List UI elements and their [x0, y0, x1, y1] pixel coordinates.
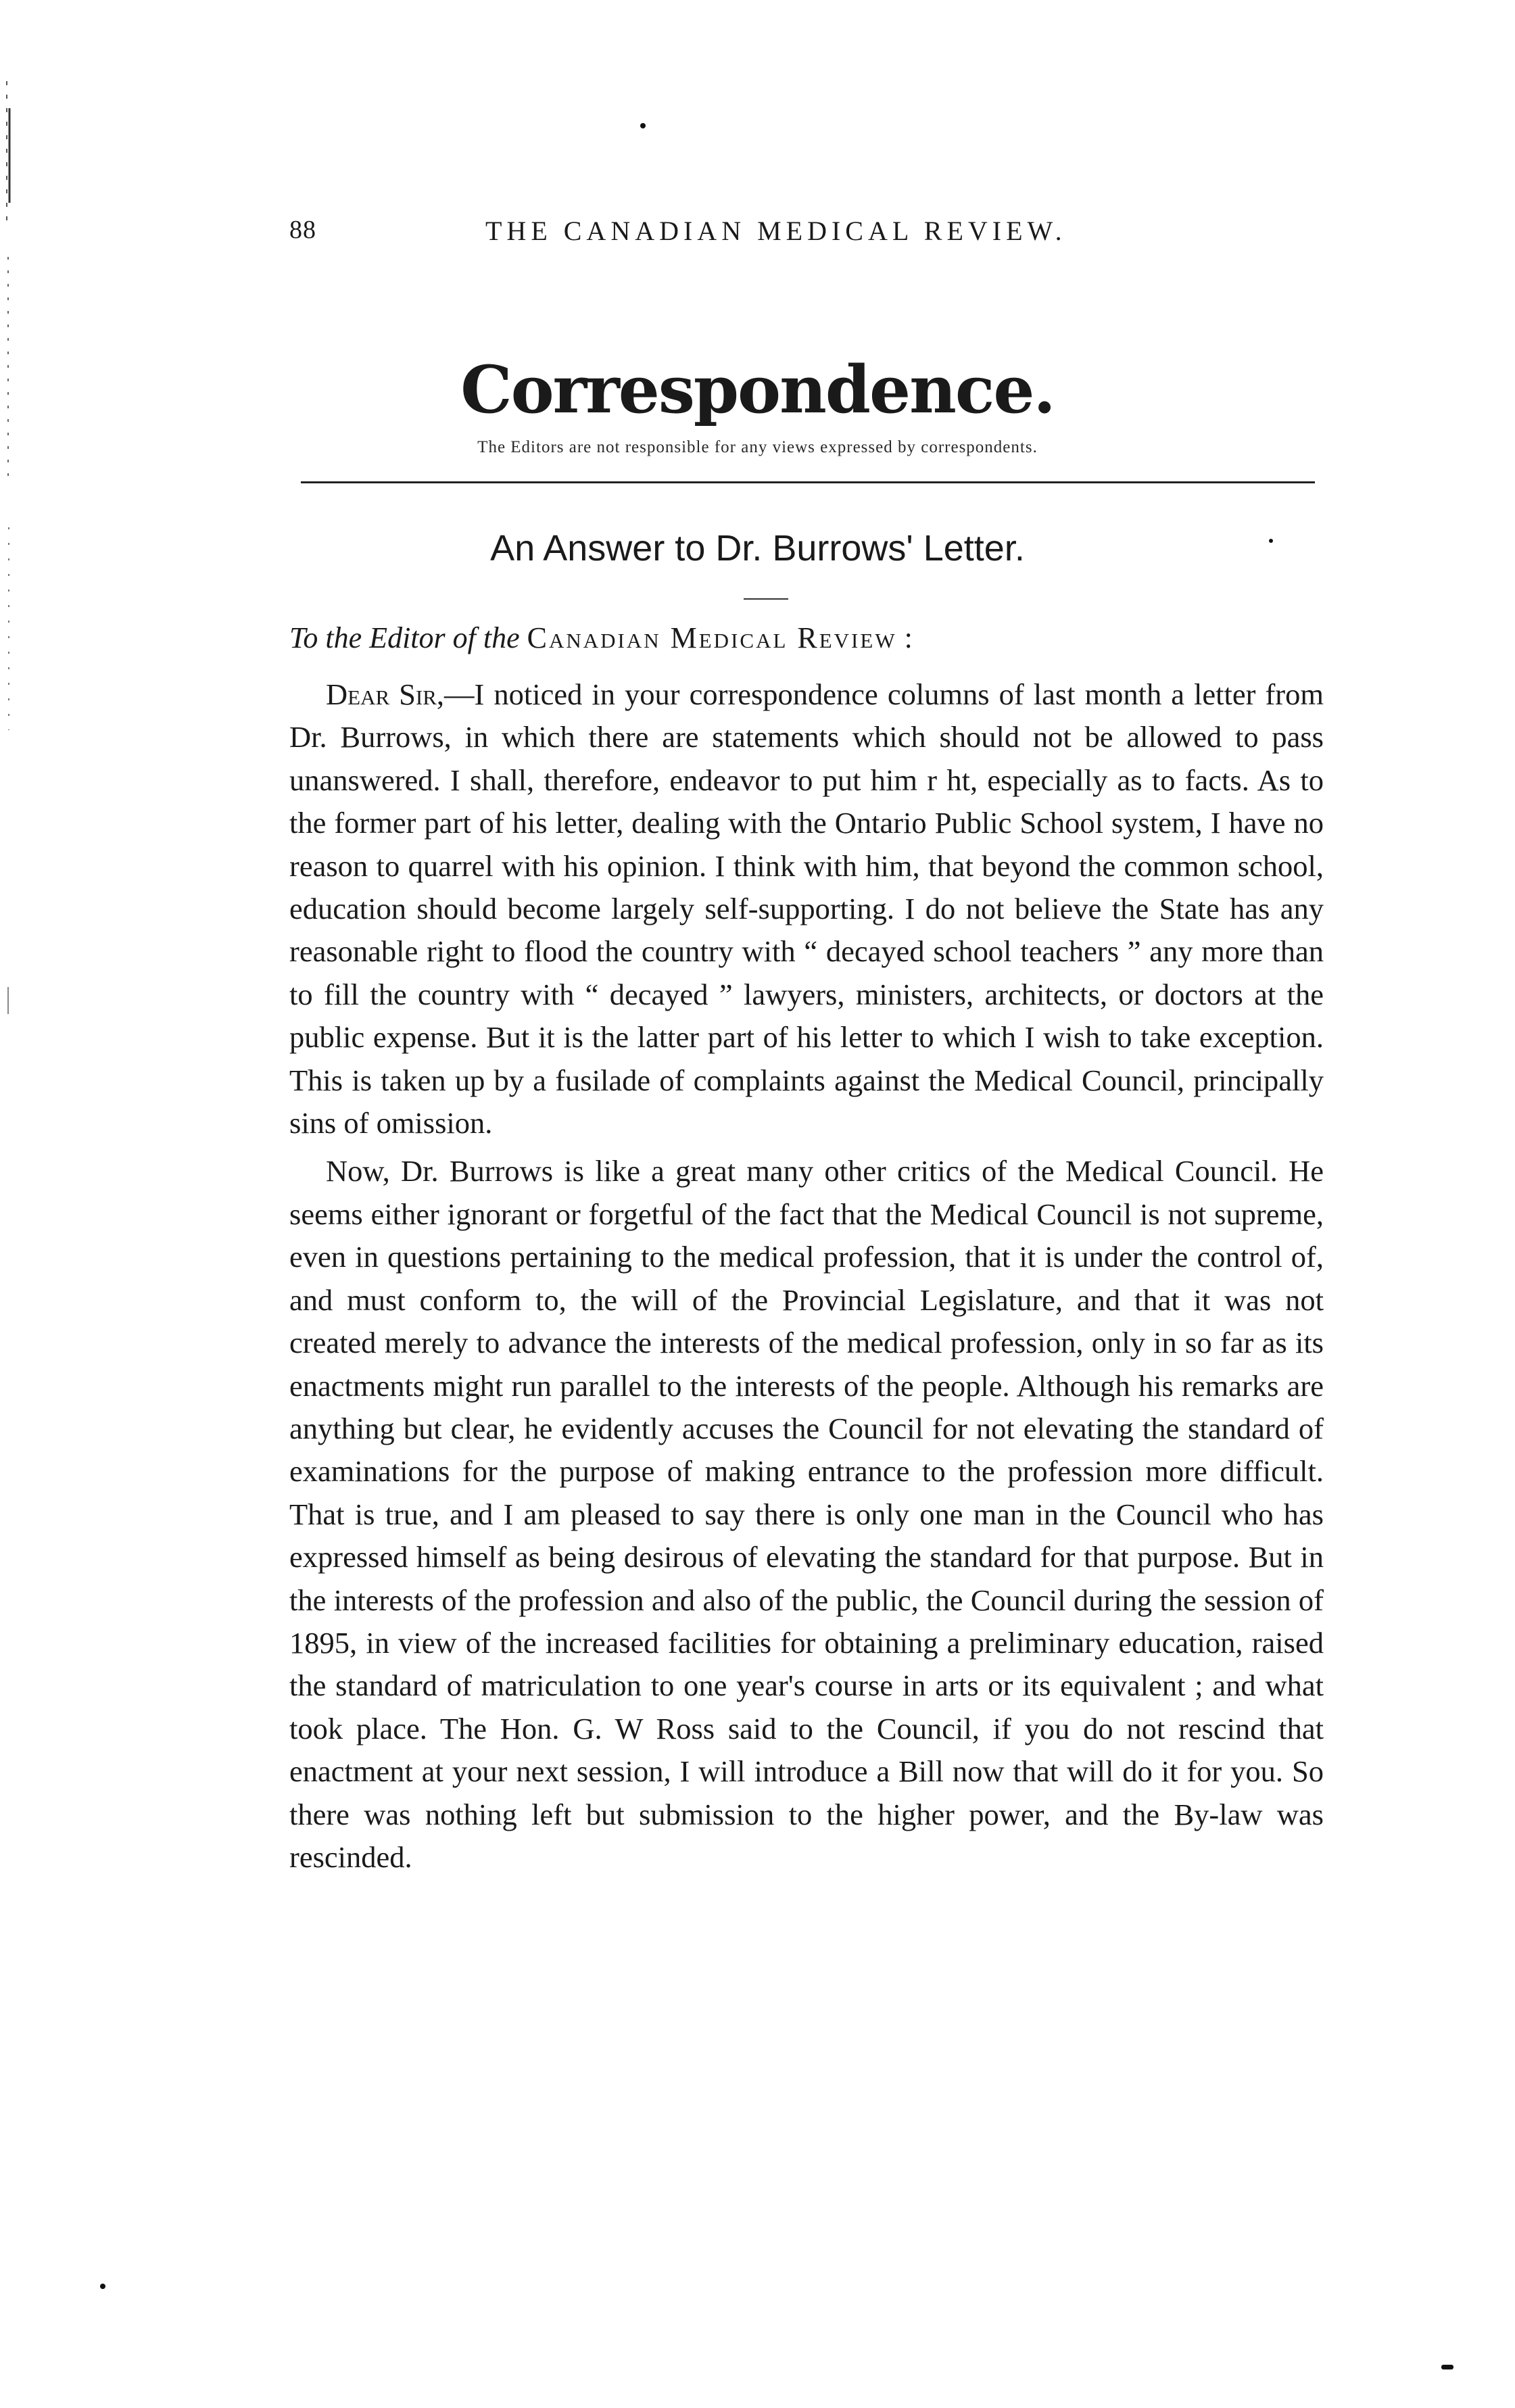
ink-speck — [1441, 2365, 1453, 2369]
paragraph-lead: Dear Sir, — [326, 677, 445, 711]
letter-body — [289, 673, 1324, 1879]
salutation-addressee: To the Editor of the — [289, 621, 520, 654]
section-divider — [301, 481, 1315, 483]
salutation-colon: : — [904, 621, 913, 654]
page-number: 88 — [289, 216, 316, 244]
running-head — [289, 215, 1317, 256]
body-paragraph — [289, 1150, 1324, 1879]
ink-speck — [640, 123, 646, 128]
paragraph-text: Now, Dr. Burrows is like a great many other critics of the Medical Council. He seems either ignorant or forgetful of the fact that the Medical Council is not supreme, even in questions pertaining to the medical profession, that it is under the control of, and must conform to, the will of the Provincial Legislature, and that it was not created merely to advance the interests of the medical profession, only in so far as its enactments might run parallel to the interests of the people. Although his remarks are anything but clear, he evidently accuses the Council for not elevating the standard of examinations for the purpose of making entrance to the profession more difficult. That is true, and I am pleased to say there is only one man in the Council who has expressed himself as being desirous of elevating the standard for that purpose. But in the interests of the profession and also of the public, the Council during the session of 1895, in view of the increased facilities for obtaining a preliminary education, raised the standard of matriculation to one year's course in arts or its equivalent ; and what took place. The Hon. G. W Ross said to the Council, if you do not rescind that enactment at your next session, I will introduce a Bill now that will do it for you. So there was nothing left but submission to the higher power, and the By-law was rescinded. — [289, 1154, 1324, 1874]
salutation-journal: Canadian Medical Review — [527, 621, 897, 654]
body-paragraph — [289, 673, 1324, 1145]
article-title: An Answer to Dr. Burrows' Letter. — [490, 528, 1025, 569]
paragraph-text: —I noticed in your correspondence columns of last month a letter from Dr. Burrows, in which there are statements which should not be allowed to pass unanswered. I shall, therefore, endeavor to put him r ht, especially as to facts. As to the former part of his letter, dealing with the Ontario Public School system, I have no reason to quarrel with his opinion. I think with him, that beyond the common school, education should become largely self-supporting. I do not believe the State has any reasonable right to flood the country with “ decayed school teachers ” any more than to fill the country with “ decayed ” lawyers, ministers, architects, or doctors at the public expense. But it is the latter part of his letter to which I wish to take exception. This is taken up by a fusilade of complaints against the Medical Council, principally sins of omission. — [289, 677, 1324, 1140]
ink-speck — [100, 2284, 105, 2289]
journal-title: THE CANADIAN MEDICAL REVIEW. — [485, 216, 1067, 246]
editor-disclaimer: The Editors are not responsible for any views expressed by correspondents. — [477, 438, 1038, 456]
title-underline-rule — [744, 598, 788, 600]
letter-salutation — [289, 621, 1324, 655]
section-heading: Correspondence. — [460, 352, 1055, 428]
